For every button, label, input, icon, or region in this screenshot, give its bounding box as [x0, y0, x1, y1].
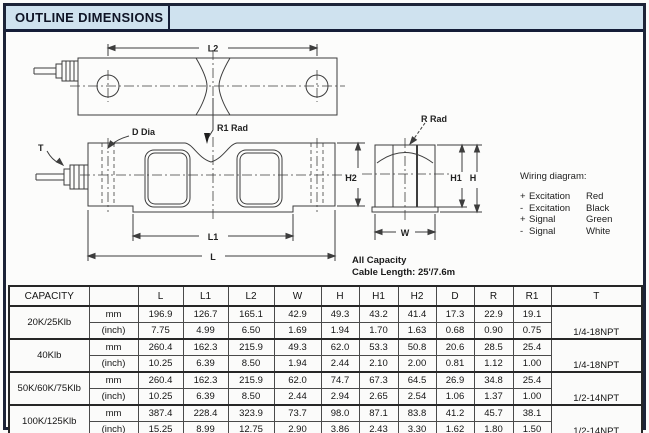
top-view-notch-left [196, 58, 207, 115]
unit-cell: mm [89, 372, 138, 389]
dim-cell: 323.9 [228, 405, 274, 422]
column-header: T [551, 286, 642, 306]
wire-name: Signal [529, 214, 556, 225]
table-row-mm [9, 306, 642, 323]
dim-cell: 25.4 [513, 339, 551, 356]
unit-cell: (inch) [89, 356, 138, 373]
dim-cell: 1.50 [513, 422, 551, 433]
dim-cell: 19.1 [513, 306, 551, 323]
dim-label-l: L [210, 252, 216, 262]
dim-cell: 10.25 [138, 389, 183, 406]
dim-label-d-dia: D Dia [132, 127, 156, 137]
dim-cell: 12.75 [228, 422, 274, 433]
wiring-row [520, 226, 642, 238]
dim-cell: 0.81 [436, 356, 474, 373]
dim-cell: 87.1 [359, 405, 398, 422]
dim-label-l1: L1 [207, 232, 219, 242]
dim-cell: 34.8 [474, 372, 513, 389]
dim-cell: 83.8 [398, 405, 436, 422]
dim-cell: 49.3 [274, 339, 321, 356]
dim-cell: 50.8 [398, 339, 436, 356]
r1-arrow [204, 133, 210, 144]
dim-cell: 260.4 [138, 339, 183, 356]
unit-cell: mm [89, 306, 138, 323]
dim-cell: 2.90 [274, 422, 321, 433]
table-row-mm [9, 405, 642, 422]
dim-cell: 1.94 [321, 323, 359, 340]
cable-note-line1: All Capacity [352, 255, 407, 266]
wire-name: Excitation [529, 191, 571, 202]
wire-name: Excitation [529, 202, 571, 214]
capacity-cell: 20K/25Klb [9, 306, 89, 339]
dim-cell: 45.7 [474, 405, 513, 422]
dim-cell: 228.4 [183, 405, 228, 422]
side-view-beam [88, 143, 335, 212]
wire-color: Black [586, 202, 610, 214]
dim-cell: 74.7 [321, 372, 359, 389]
dim-cell: 22.9 [474, 306, 513, 323]
wire-sign: - [520, 202, 524, 214]
dim-cell: 0.75 [513, 323, 551, 340]
dim-cell: 1.62 [436, 422, 474, 433]
column-header: L2 [228, 286, 274, 306]
cable-connector-top [34, 61, 78, 81]
wiring-row [520, 214, 642, 226]
thread-cell: 1/2-14NPT [551, 405, 642, 433]
dim-cell: 1.70 [359, 323, 398, 340]
dim-cell: 41.4 [398, 306, 436, 323]
dim-cell: 196.9 [138, 306, 183, 323]
column-header: W [274, 286, 321, 306]
dim-label-t: T [38, 143, 44, 153]
wire-name: Signal [529, 225, 556, 237]
table-row-inch [9, 356, 642, 373]
cable-note [352, 255, 455, 278]
dim-cell: 1.12 [474, 356, 513, 373]
column-header: R1 [513, 286, 551, 306]
dim-cell: 162.3 [183, 339, 228, 356]
dim-label-h: H [469, 173, 477, 183]
column-header: R [474, 286, 513, 306]
page-title: OUTLINE DIMENSIONS [15, 10, 164, 25]
wiring-diagram [520, 171, 642, 237]
unit-cell: (inch) [89, 323, 138, 340]
top-view-beam [78, 58, 337, 115]
column-header: L1 [183, 286, 228, 306]
wire-color: White [586, 225, 611, 237]
side-view-pocket-left [145, 150, 190, 207]
table-row-inch [9, 389, 642, 406]
wiring-row [520, 191, 642, 203]
unit-cell: mm [89, 339, 138, 356]
capacity-cell: 50K/60K/75Klb [9, 372, 89, 405]
dim-cell: 1.37 [474, 389, 513, 406]
table-row-mm [9, 372, 642, 389]
r-rad-leader [413, 123, 425, 140]
dim-cell: 62.0 [321, 339, 359, 356]
dim-label-r-rad: R Rad [421, 114, 448, 124]
dim-cell: 8.99 [183, 422, 228, 433]
dim-cell: 98.0 [321, 405, 359, 422]
dim-cell: 3.86 [321, 422, 359, 433]
unit-cell: (inch) [89, 422, 138, 433]
dim-cell: 126.7 [183, 306, 228, 323]
dim-cell: 38.1 [513, 405, 551, 422]
wire-sign: + [520, 214, 526, 225]
dim-cell: 215.9 [228, 372, 274, 389]
column-header: D [436, 286, 474, 306]
capacity-cell: 100K/125Klb [9, 405, 89, 433]
dim-cell: 67.3 [359, 372, 398, 389]
top-view-notch-right [219, 58, 230, 115]
dim-cell: 62.0 [274, 372, 321, 389]
table-row-inch [9, 323, 642, 340]
dim-label-w: W [400, 228, 410, 238]
dim-cell: 1.63 [398, 323, 436, 340]
dim-cell: 8.50 [228, 389, 274, 406]
wire-color: Green [586, 214, 613, 225]
dimensions-table [8, 285, 643, 433]
wire-sign: + [520, 191, 526, 202]
dim-cell: 2.00 [398, 356, 436, 373]
dim-cell: 260.4 [138, 372, 183, 389]
side-view-pocket-right [237, 150, 282, 207]
dim-label-h2: H2 [345, 173, 357, 183]
column-header-unit [89, 286, 138, 306]
cable-connector-side [36, 165, 88, 189]
dim-cell: 0.90 [474, 323, 513, 340]
dim-cell: 73.7 [274, 405, 321, 422]
dim-cell: 387.4 [138, 405, 183, 422]
column-header-capacity: CAPACITY [9, 286, 89, 306]
wire-color: Red [586, 191, 604, 202]
thread-cell: 1/4-18NPT [551, 339, 642, 372]
dim-cell: 1.94 [274, 356, 321, 373]
wire-sign: - [520, 225, 524, 237]
dim-cell: 7.75 [138, 323, 183, 340]
column-header: L [138, 286, 183, 306]
cable-note-line2: Cable Length: 25'/7.6m [352, 266, 456, 278]
dim-cell: 2.10 [359, 356, 398, 373]
dim-cell: 165.1 [228, 306, 274, 323]
dim-label-r1-rad: R1 Rad [217, 123, 249, 133]
dim-cell: 2.44 [321, 356, 359, 373]
dim-cell: 1.80 [474, 422, 513, 433]
dim-cell: 4.99 [183, 323, 228, 340]
dim-cell: 49.3 [321, 306, 359, 323]
column-header: H [321, 286, 359, 306]
table-row-mm [9, 339, 642, 356]
dim-cell: 162.3 [183, 372, 228, 389]
column-header: H2 [398, 286, 436, 306]
wiring-row [520, 203, 642, 215]
dim-cell: 1.06 [436, 389, 474, 406]
thread-cell: 1/4-18NPT [551, 306, 642, 339]
dim-cell: 53.3 [359, 339, 398, 356]
dim-cell: 1.00 [513, 389, 551, 406]
dim-cell: 2.44 [274, 389, 321, 406]
dim-cell: 6.39 [183, 389, 228, 406]
table-row-inch [9, 422, 642, 433]
capacity-cell: 40Klb [9, 339, 89, 372]
unit-cell: (inch) [89, 389, 138, 406]
thread-cell: 1/2-14NPT [551, 372, 642, 405]
dim-cell: 42.9 [274, 306, 321, 323]
dim-cell: 3.30 [398, 422, 436, 433]
dim-cell: 215.9 [228, 339, 274, 356]
dim-cell: 43.2 [359, 306, 398, 323]
dim-cell: 64.5 [398, 372, 436, 389]
dim-cell: 41.2 [436, 405, 474, 422]
unit-cell: mm [89, 405, 138, 422]
dim-cell: 1.00 [513, 356, 551, 373]
table-header-row [9, 286, 642, 306]
dim-cell: 10.25 [138, 356, 183, 373]
dim-cell: 20.6 [436, 339, 474, 356]
column-header: H1 [359, 286, 398, 306]
dim-cell: 2.65 [359, 389, 398, 406]
dim-cell: 28.5 [474, 339, 513, 356]
dim-label-l2: L2 [207, 43, 219, 54]
dim-cell: 26.9 [436, 372, 474, 389]
dim-cell: 17.3 [436, 306, 474, 323]
dim-cell: 25.4 [513, 372, 551, 389]
dim-cell: 6.50 [228, 323, 274, 340]
dim-cell: 2.94 [321, 389, 359, 406]
dim-cell: 6.39 [183, 356, 228, 373]
dim-label-h1: H1 [450, 173, 462, 183]
dim-cell: 2.43 [359, 422, 398, 433]
wiring-title: Wiring diagram: [520, 171, 587, 182]
dim-cell: 0.68 [436, 323, 474, 340]
dim-cell: 8.50 [228, 356, 274, 373]
dim-cell: 2.54 [398, 389, 436, 406]
dim-cell: 1.69 [274, 323, 321, 340]
dim-cell: 15.25 [138, 422, 183, 433]
